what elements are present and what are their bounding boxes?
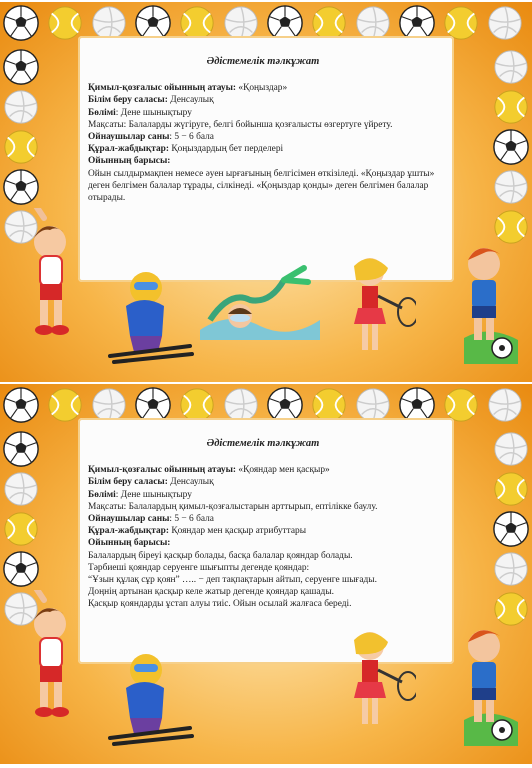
volleyball-ball-icon [486,4,524,42]
card-title: Әдістемелік тәлкұжат [206,438,320,449]
equipment-line [88,525,438,537]
players-label: Ойнаушылар саны [88,132,170,143]
tennis-ball-icon [2,128,40,166]
process-line-1: Балалардың біреуі қасқыр болады, басқа балалар қояндар болады. [88,550,353,561]
equipment-label: Құрал-жабдықтар: [88,526,169,537]
process-label: Ойынның барысы: [88,538,171,549]
section-value: : Дене шынықтыру [115,489,192,500]
game-name-line [88,464,438,476]
tennis-girl-illustration [336,626,416,736]
soccer-ball-icon [2,168,40,206]
field-value: Денсаулық [167,95,214,106]
card-text [88,438,438,611]
boy-football-illustration [444,622,530,746]
tennis-ball-icon [2,510,40,548]
process-line-4: Доңнің артынан қасқыр келе жатыр дегенде қояндар қашады. [88,587,334,598]
equipment-label: Құрал-жабдықтар: [88,144,169,155]
goal-line: Мақсаты: Балалардың қимыл-қозғалыстарын арттырып, ептілікке баулу. [88,501,378,512]
field-value: Денсаулық [167,477,214,488]
card-2 [0,384,532,764]
players-value: : 5 − 6 бала [169,514,214,525]
volleyball-ball-icon [486,386,524,424]
boy-cheering-illustration [14,208,84,348]
volleyball-ball-icon [492,48,530,86]
players-value: : 5 − 6 бала [169,132,214,143]
card-text [88,56,438,204]
soccer-ball-icon [492,510,530,548]
process-line-5: Қасқыр қояндарды ұстап алуы тиіс. Ойын осылай жалғаса береді. [88,599,352,610]
boy-football-illustration [444,240,530,364]
game-name-label: Қимыл-қозғалыс ойынның атауы: [88,465,237,476]
field-label: Білім беру саласы: [88,477,168,488]
players-line [88,131,438,143]
game-name-line [88,82,438,94]
card-1 [0,2,532,382]
volleyball-ball-icon [492,168,530,206]
game-name-value: «Қоңыздар» [236,83,288,94]
soccer-ball-icon [492,128,530,166]
section-label: Бөлімі [88,489,116,500]
equipment-line [88,143,438,155]
goal-line: Мақсаты: Балаларды жүгіруге, белгі бойынша қозғалысты өзгертуге үйрету. [88,119,393,130]
game-name-value: «Қояндар мен қасқыр» [236,465,330,476]
card-title: Әдістемелік тәлкұжат [206,56,320,67]
skier-illustration [104,646,194,746]
skier-illustration [104,264,194,364]
process-line-3: “Ұзын құлақ сұр қоян” ….. − деп тақпақтарын айтып, серуенге шығады. [88,575,377,586]
section-line [88,489,438,501]
soccer-ball-icon [2,550,40,588]
field-line [88,476,438,488]
process-text: Ойын сылдырмақпен немесе әуен ырғағының белгісімен өткізіледі. «Қоңыздар ұшты» деген белгімен балалар тұрады, сілкінеді. «Қоңыздар қонды» деген белгімен балалар отырады. [88,168,435,204]
field-line [88,94,438,106]
volleyball-ball-icon [2,470,40,508]
tennis-ball-icon [492,88,530,126]
soccer-ball-icon [2,386,40,424]
process-label: Ойынның барысы: [88,156,171,167]
volleyball-ball-icon [492,550,530,588]
equipment-value: Қоңыздардың бет перделері [169,144,284,155]
soccer-ball-icon [2,4,40,42]
process-line-2: Тәрбиеші қояндар серуенге шығыпты дегенде қояндар: [88,562,310,573]
tennis-ball-icon [492,470,530,508]
equipment-value: Қояндар мен қасқыр атрибуттары [169,526,307,537]
boy-cheering-illustration [14,590,84,730]
section-label: Бөлімі [88,107,116,118]
section-value: : Дене шынықтыру [115,107,192,118]
volleyball-ball-icon [492,430,530,468]
game-name-label: Қимыл-қозғалыс ойынның атауы: [88,83,237,94]
field-label: Білім беру саласы: [88,95,168,106]
tennis-girl-illustration [336,252,416,362]
volleyball-ball-icon [2,88,40,126]
players-line [88,513,438,525]
players-label: Ойнаушылар саны [88,514,170,525]
swimmer-illustration [200,260,320,340]
soccer-ball-icon [2,48,40,86]
section-line [88,107,438,119]
soccer-ball-icon [2,430,40,468]
